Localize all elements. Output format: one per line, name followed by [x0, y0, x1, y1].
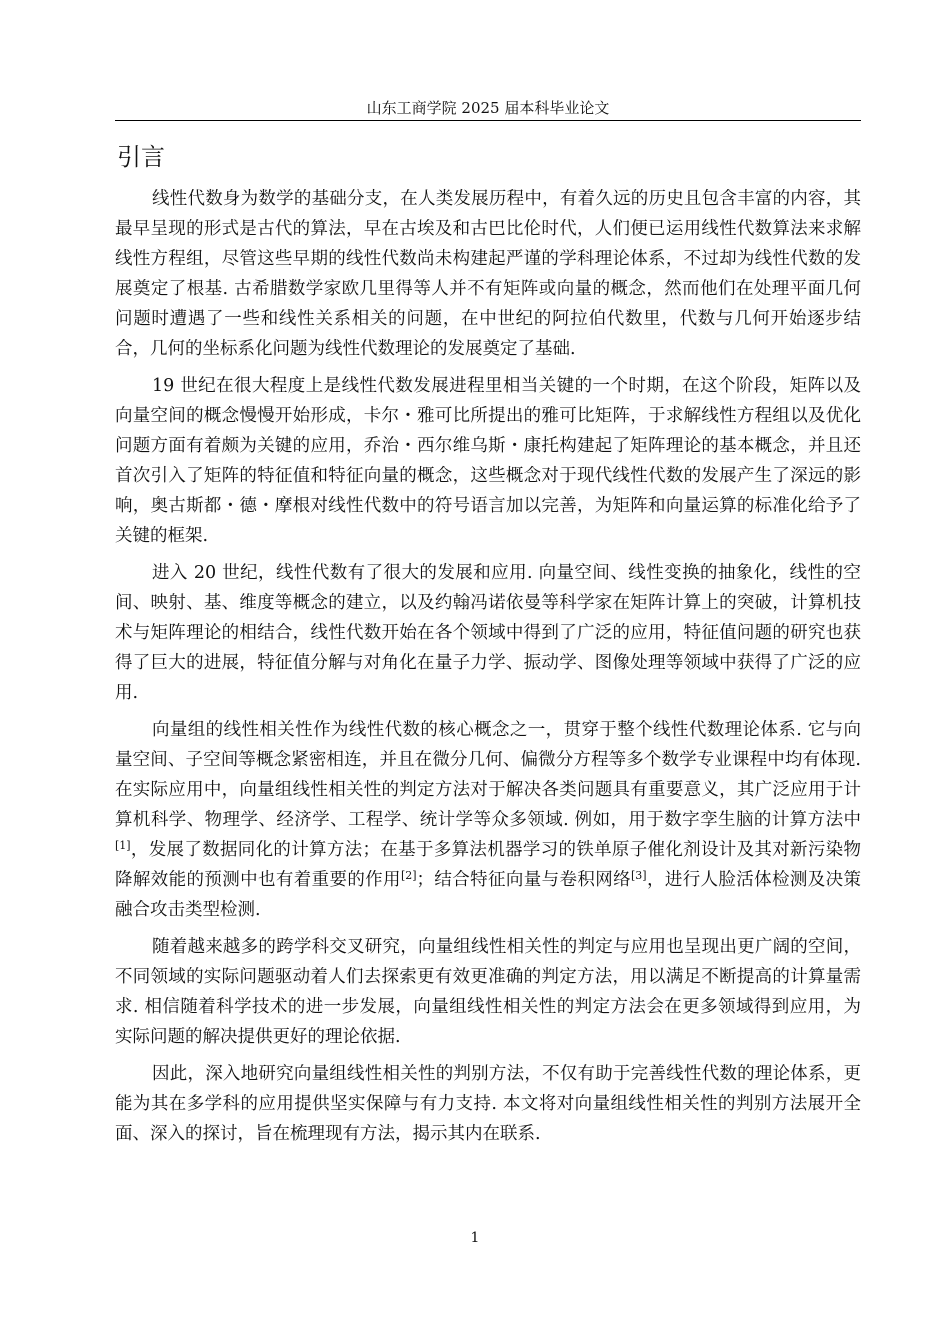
paragraph-linear-dependence-applications	[115, 715, 861, 925]
running-header: 山东工商学院 2025 届本科毕业论文	[115, 98, 861, 121]
body-text	[115, 184, 861, 1156]
section-title: 引言	[117, 143, 165, 171]
paragraph-conclusion: 因此，深入地研究向量组线性相关性的判别方法，不仅有助于完善线性代数的理论体系，更能为其在多学科的应用提供坚实保障与有力支持. 本文将对向量组线性相关性的判别方法展开全面、深入的探讨，旨在梳理现有方法，揭示其内在联系.	[115, 1064, 861, 1144]
paragraph-history-origins: 线性代数身为数学的基础分支，在人类发展历程中，有着久远的历史且包含丰富的内容，其最早呈现的形式是古代的算法，早在古埃及和古巴比伦时代，人们便已运用线性代数算法来求解线性方程组，尽管这些早期的线性代数尚未构建起严谨的学科理论体系，不过却为线性代数的发展奠定了根基. 古希腊数学家欧几里得等人并不有矩阵或向量的概念，然而他们在处理平面几何问题时遭遇了一些和线性关系相关的问题，在中世纪的阿拉伯代数里，代数与几何开始逐步结合，几何的坐标系化问题为线性代数理论的发展奠定了基础.	[115, 189, 861, 359]
paragraph-text-segment: ，发展了数据同化的计算方法；在基于多算法机器学习的铁单原子催化剂设计及其对新污染物降解效能的预测中也有着重要的作用	[115, 840, 861, 890]
citation-ref-2[interactable]: [2]	[400, 869, 417, 882]
paragraph-text-segment: ；结合特征向量与卷积网络	[416, 870, 631, 890]
citation-ref-1[interactable]: [1]	[115, 839, 131, 852]
paragraph-text-segment: 向量组的线性相关性作为线性代数的核心概念之一，贯穿于整个线性代数理论体系. 它与向量空间、子空间等概念紧密相连，并且在微分几何、偏微分方程等多个数学专业课程中均有体现. 在实际应用中，向量组线性相关性的判定方法对于解决各类问题具有重要意义，其广泛应用于计算机科学、物理学、经济学、工程学、统计学等众多领域. 例如，用于数字孪生脑的计算方法中	[115, 720, 861, 830]
paragraph-19th-century: 19 世纪在很大程度上是线性代数发展进程里相当关键的一个时期，在这个阶段，矩阵以及向量空间的概念慢慢开始形成，卡尔・雅可比所提出的雅可比矩阵，于求解线性方程组以及优化问题方面有着颇为关键的应用，乔治・西尔维乌斯・康托构建起了矩阵理论的基本概念，并且还首次引入了矩阵的特征值和特征向量的概念，这些概念对于现代线性代数的发展产生了深远的影响，奥古斯都・德・摩根对线性代数中的符号语言加以完善，为矩阵和向量运算的标准化给予了关键的框架.	[115, 376, 861, 546]
paragraph-interdisciplinary: 随着越来越多的跨学科交叉研究，向量组线性相关性的判定与应用也呈现出更广阔的空间，不同领域的实际问题驱动着人们去探索更有效更准确的判定方法，用以满足不断提高的计算量需求. 相信随着科学技术的进一步发展，向量组线性相关性的判定方法会在更多领域得到应用，为实际问题的解决提供更好的理论依据.	[115, 937, 861, 1047]
citation-ref-3[interactable]: [3]	[630, 869, 647, 882]
paragraph-text-segment: ，进行人脸活体检测及决策融合攻击类型检测.	[115, 870, 862, 920]
page-number: 1	[470, 1230, 480, 1246]
paragraph-20th-century: 进入 20 世纪，线性代数有了很大的发展和应用. 向量空间、线性变换的抽象化，线性的空间、映射、基、维度等概念的建立，以及约翰冯诺依曼等科学家在矩阵计算上的突破，计算机技术与矩阵理论的相结合，线性代数开始在各个领域中得到了广泛的应用，特征值问题的研究也获得了巨大的进展，特征值分解与对角化在量子力学、振动学、图像处理等领域中获得了广泛的应用.	[115, 563, 861, 703]
